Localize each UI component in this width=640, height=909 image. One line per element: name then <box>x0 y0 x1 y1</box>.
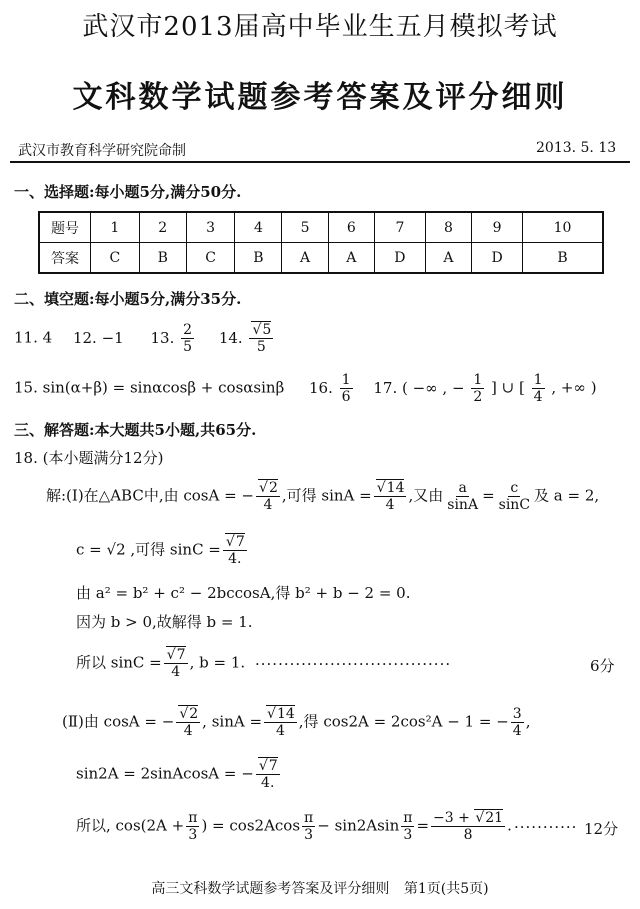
text: , <box>525 712 531 731</box>
table-cell: 1 <box>91 212 140 243</box>
denominator: sinA <box>447 497 479 513</box>
table-row-answers <box>39 243 603 274</box>
issuer: 武汉市教育科学研究院命制 <box>18 143 186 159</box>
text: 所以 sinC = <box>76 653 162 672</box>
numerator: 1 <box>473 372 483 388</box>
score-12: 12分 <box>584 820 619 838</box>
answer-table <box>38 211 604 274</box>
table-cell: A <box>282 243 328 274</box>
table-cell: D <box>472 243 523 274</box>
text: = <box>416 816 430 835</box>
document-title: 武汉市2013届高中毕业生五月模拟考试 <box>82 12 558 42</box>
fraction <box>401 810 414 843</box>
denominator: 4. <box>228 551 242 567</box>
fraction <box>164 647 188 680</box>
table-cell: A <box>425 243 471 274</box>
fraction <box>249 322 273 355</box>
table-cell: B <box>139 243 186 274</box>
fraction <box>431 810 505 843</box>
numerator: 3 <box>512 706 522 722</box>
denominator: 4 <box>512 723 522 739</box>
text: c = √2 ,可得 sinC = <box>76 540 221 559</box>
page-number: 第1页(共5页) <box>403 881 489 897</box>
text: , b = 1. <box>189 653 246 672</box>
text: . <box>507 816 512 835</box>
denominator: 4 <box>275 723 285 739</box>
fraction <box>264 706 297 739</box>
document-subtitle: 文科数学试题参考答案及评分细则 <box>72 80 568 115</box>
table-cell: 3 <box>186 212 235 243</box>
solution-line-5 <box>76 647 245 680</box>
fill-answers-row1 <box>14 322 275 355</box>
text: 及 a = 2, <box>534 486 600 505</box>
section1-heading: 一、选择题:每小题5分,满分50分. <box>14 183 242 201</box>
fraction <box>374 480 407 513</box>
denominator: 3 <box>188 827 198 843</box>
answer-13-label: 13. <box>150 328 175 347</box>
sqrt: √ 21 <box>474 809 503 826</box>
denominator: 8 <box>463 827 473 843</box>
text: ) = cos2Acos <box>201 816 301 835</box>
fraction <box>532 372 545 405</box>
denominator: 6 <box>341 389 351 405</box>
q18-heading: 18. (本小题满分12分) <box>14 449 164 467</box>
table-row-numbers <box>39 212 603 243</box>
denominator: 3 <box>304 827 314 843</box>
header-rule <box>10 161 630 163</box>
text: = <box>482 486 495 505</box>
table-cell: 5 <box>282 212 328 243</box>
table-cell: 8 <box>425 212 471 243</box>
denominator: 4 <box>171 664 181 680</box>
fraction <box>445 480 480 513</box>
score-6: 6分 <box>590 657 615 675</box>
table-cell: 6 <box>328 212 374 243</box>
fraction <box>181 322 194 355</box>
fraction <box>186 810 199 843</box>
solution-line-1 <box>46 480 599 513</box>
sqrt: √ 7 <box>225 533 245 550</box>
answer-15: 15. sin(α+β) = sinαcosβ + cosαsinβ <box>14 378 285 397</box>
numerator: c <box>510 480 519 496</box>
numerator: π <box>304 810 314 826</box>
answer-12: 12. −1 <box>72 328 124 347</box>
solution-line-8 <box>76 810 512 843</box>
answer-17-mid: ] ∪ [ <box>491 378 525 397</box>
answer-17-label: 17. ( −∞ , − <box>373 378 465 397</box>
score-leader-dots: ··········· <box>514 818 578 836</box>
denominator: 3 <box>403 827 413 843</box>
text: − sin2Asin <box>317 816 400 835</box>
solution-line-3: 由 a² = b² + c² − 2bccosA,得 b² + b − 2 = 0. <box>76 584 411 602</box>
denominator: 4 <box>533 389 543 405</box>
denominator: 2 <box>473 389 483 405</box>
text: ,又由 <box>408 486 444 505</box>
fraction <box>223 534 247 567</box>
text: (Ⅱ)由 cosA = − <box>62 712 175 731</box>
text: ,得 cos2A = 2cos²A − 1 = − <box>298 712 509 731</box>
score-leader-dots: ·································· <box>255 655 452 673</box>
fraction <box>256 758 280 791</box>
table-cell: 10 <box>523 212 603 243</box>
sqrt: √ 14 <box>376 479 405 496</box>
numerator: 2 <box>183 322 193 338</box>
fraction <box>497 480 532 513</box>
table-cell: C <box>91 243 140 274</box>
numerator: π <box>403 810 413 826</box>
numerator: a <box>458 480 467 496</box>
table-cell: B <box>235 243 282 274</box>
fraction <box>511 706 524 739</box>
sqrt: √ 5 <box>251 321 271 338</box>
table-cell: 7 <box>374 212 425 243</box>
numerator: 1 <box>341 372 351 388</box>
table-cell: B <box>523 243 603 274</box>
solution-line-6 <box>62 706 530 739</box>
denominator: 5 <box>183 339 193 355</box>
text: 所以, cos(2A + <box>76 816 185 835</box>
text: , sinA = <box>202 712 263 731</box>
table-cell: 2 <box>139 212 186 243</box>
solution-line-2 <box>76 534 249 567</box>
page-footer <box>0 878 640 898</box>
denominator: sinC <box>498 497 531 513</box>
denominator: 4 <box>183 723 193 739</box>
section2-heading: 二、填空题:每小题5分,满分35分. <box>14 290 242 308</box>
solution-line-4: 因为 b > 0,故解得 b = 1. <box>76 613 253 631</box>
numerator: π <box>188 810 198 826</box>
denominator: 4 <box>385 497 395 513</box>
table-cell: D <box>374 243 425 274</box>
numerator-part: −3 + <box>433 810 470 826</box>
denominator: 4. <box>261 775 275 791</box>
answer-16-label: 16. <box>309 378 333 397</box>
sqrt: √ 2 <box>258 479 278 496</box>
answer-11: 11. 4 <box>14 328 53 347</box>
sqrt: √ 14 <box>266 705 295 722</box>
sqrt: √ 7 <box>258 757 278 774</box>
table-cell: C <box>186 243 235 274</box>
table-cell: A <box>328 243 374 274</box>
denominator: 5 <box>256 339 266 355</box>
answer-14-label: 14. <box>218 328 243 347</box>
sqrt: √ 2 <box>178 705 198 722</box>
solution-line-7 <box>76 758 282 791</box>
table-cell: 9 <box>472 212 523 243</box>
fraction <box>471 372 484 405</box>
text: sin2A = 2sinAcosA = − <box>76 764 254 783</box>
text: 解:(Ⅰ)在△ABC中,由 cosA = − <box>46 486 255 505</box>
table-cell: 4 <box>235 212 282 243</box>
answer-17-end: , +∞ ) <box>551 378 597 397</box>
fraction <box>302 810 315 843</box>
fraction <box>256 480 280 513</box>
footer-text: 高三文科数学试题参考答案及评分细则 <box>151 881 390 897</box>
numerator: 1 <box>533 372 543 388</box>
text: ,可得 sinA = <box>281 486 372 505</box>
denominator: 4 <box>263 497 273 513</box>
fraction <box>176 706 200 739</box>
table-cell-label: 答案 <box>39 243 91 274</box>
date: 2013. 5. 13 <box>536 140 617 156</box>
fraction <box>340 372 353 405</box>
sqrt: √ 7 <box>166 646 186 663</box>
section3-heading: 三、解答题:本大题共5小题,共65分. <box>14 421 257 439</box>
table-cell-label: 题号 <box>39 212 91 243</box>
fill-answers-row2 <box>14 372 597 405</box>
